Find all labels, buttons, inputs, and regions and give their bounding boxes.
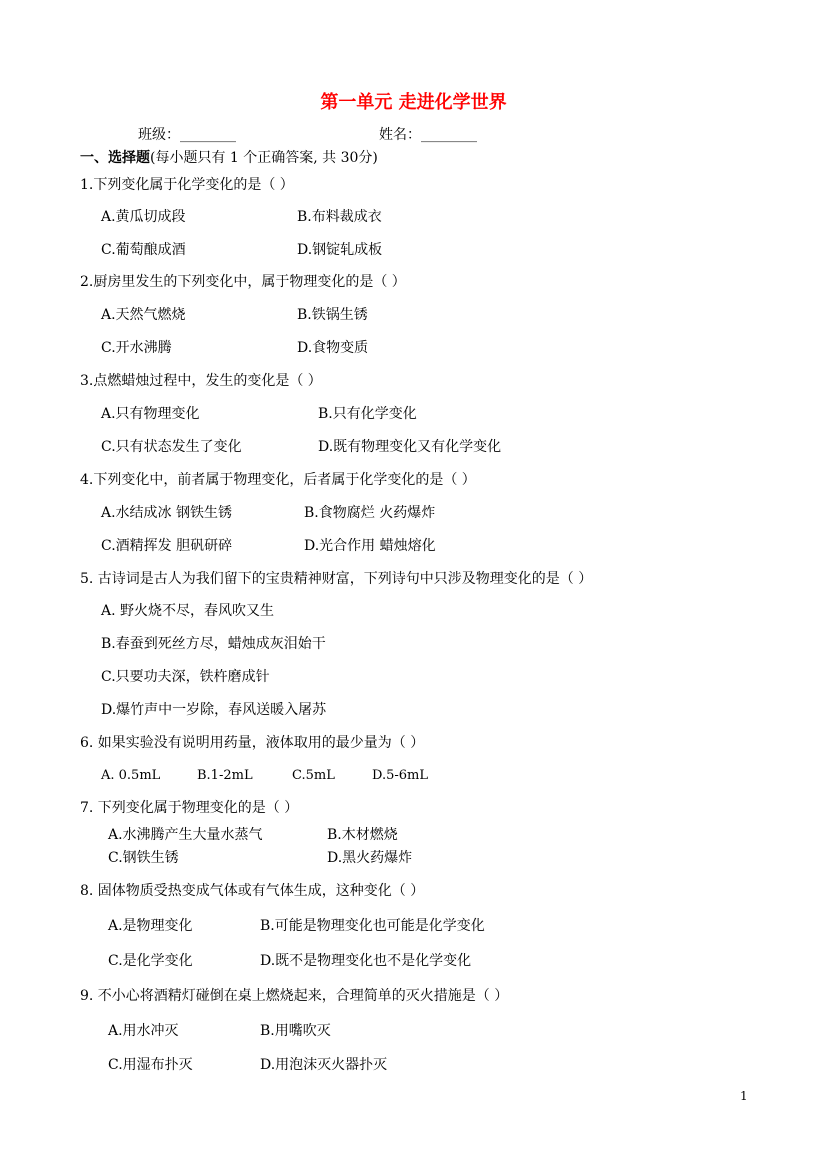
question-8-stem: 8. 固体物质受热变成气体或有气体生成，这种变化（ ） xyxy=(80,883,425,899)
question-6-option-d: D.5-6mL xyxy=(372,768,428,783)
section-heading xyxy=(80,149,378,167)
question-2-stem: 2.厨房里发生的下列变化中，属于物理变化的是（ ） xyxy=(80,274,406,290)
question-7-option-b: B.木材燃烧 xyxy=(327,827,398,843)
question-3-option-c: C.只有状态发生了变化 xyxy=(101,439,242,455)
question-9-stem: 9. 不小心将酒精灯碰倒在桌上燃烧起来，合理简单的灭火措施是（ ） xyxy=(80,988,509,1004)
question-1-option-a: A.黄瓜切成段 xyxy=(101,209,186,225)
question-1-option-b: B.布料裁成衣 xyxy=(297,209,382,225)
page-title: 第一单元 走进化学世界 xyxy=(320,92,507,113)
section-heading-note: (每小题只有 1 个正确答案, 共 30分) xyxy=(150,150,378,166)
question-6-option-c: C.5mL xyxy=(292,768,335,783)
question-4-option-a: A.水结成冰 钢铁生锈 xyxy=(101,505,233,521)
question-7-option-d: D.黑火药爆炸 xyxy=(327,850,413,866)
question-6-option-b: B.1-2mL xyxy=(197,768,253,783)
question-2-option-a: A.天然气燃烧 xyxy=(101,307,186,323)
question-3-option-b: B.只有化学变化 xyxy=(318,406,417,422)
question-9-option-b: B.用嘴吹灭 xyxy=(260,1023,331,1039)
question-2-option-d: D.食物变质 xyxy=(297,340,369,356)
question-2-option-b: B.铁锅生锈 xyxy=(297,307,368,323)
question-1-option-c: C.葡萄酿成酒 xyxy=(101,242,186,258)
question-6-stem: 6. 如果实验没有说明用药量，液体取用的最少量为（ ） xyxy=(80,735,425,751)
class-label: 班级：________ xyxy=(138,127,236,143)
question-5-option-a: A. 野火烧不尽，春风吹又生 xyxy=(101,603,275,619)
name-label: 姓名：________ xyxy=(379,127,477,143)
question-9-option-a: A.用水冲灭 xyxy=(108,1023,179,1039)
question-8-option-d: D.既不是物理变化也不是化学变化 xyxy=(260,953,472,969)
question-7-option-c: C.钢铁生锈 xyxy=(108,850,179,866)
question-3-option-d: D.既有物理变化又有化学变化 xyxy=(318,439,502,455)
question-7-stem: 7. 下列变化属于物理变化的是（ ） xyxy=(80,800,299,816)
question-8-option-c: C.是化学变化 xyxy=(108,953,193,969)
question-4-option-b: B.食物腐烂 火药爆炸 xyxy=(304,505,436,521)
question-2-option-c: C.开水沸腾 xyxy=(101,340,172,356)
question-6-option-a: A. 0.5mL xyxy=(101,768,161,783)
page-number: 1 xyxy=(740,1089,748,1103)
question-1-stem: 1.下列变化属于化学变化的是（ ） xyxy=(80,177,294,193)
question-8-option-b: B.可能是物理变化也可能是化学变化 xyxy=(260,918,485,934)
question-8-option-a: A.是物理变化 xyxy=(108,918,193,934)
question-7-option-a: A.水沸腾产生大量水蒸气 xyxy=(108,827,263,843)
question-1-option-d: D.钢锭轧成板 xyxy=(297,242,383,258)
question-5-stem: 5. 古诗词是古人为我们留下的宝贵精神财富，下列诗句中只涉及物理变化的是（ ） xyxy=(80,571,593,587)
question-4-option-c: C.酒精挥发 胆矾研碎 xyxy=(101,538,233,554)
question-9-option-d: D.用泡沫灭火器扑灭 xyxy=(260,1057,388,1073)
question-5-option-b: B.春蚕到死丝方尽，蜡烛成灰泪始干 xyxy=(101,636,326,652)
question-9-option-c: C.用湿布扑灭 xyxy=(108,1057,193,1073)
section-heading-title: 一、选择题 xyxy=(80,150,150,166)
question-5-option-d: D.爆竹声中一岁除，春风送暖入屠苏 xyxy=(101,702,327,718)
question-5-option-c: C.只要功夫深，铁杵磨成针 xyxy=(101,669,270,685)
question-3-option-a: A.只有物理变化 xyxy=(101,406,200,422)
question-4-stem: 4.下列变化中，前者属于物理变化，后者属于化学变化的是（ ） xyxy=(80,472,476,488)
question-3-stem: 3.点燃蜡烛过程中，发生的变化是（ ） xyxy=(80,373,322,389)
question-4-option-d: D.光合作用 蜡烛熔化 xyxy=(304,538,436,554)
